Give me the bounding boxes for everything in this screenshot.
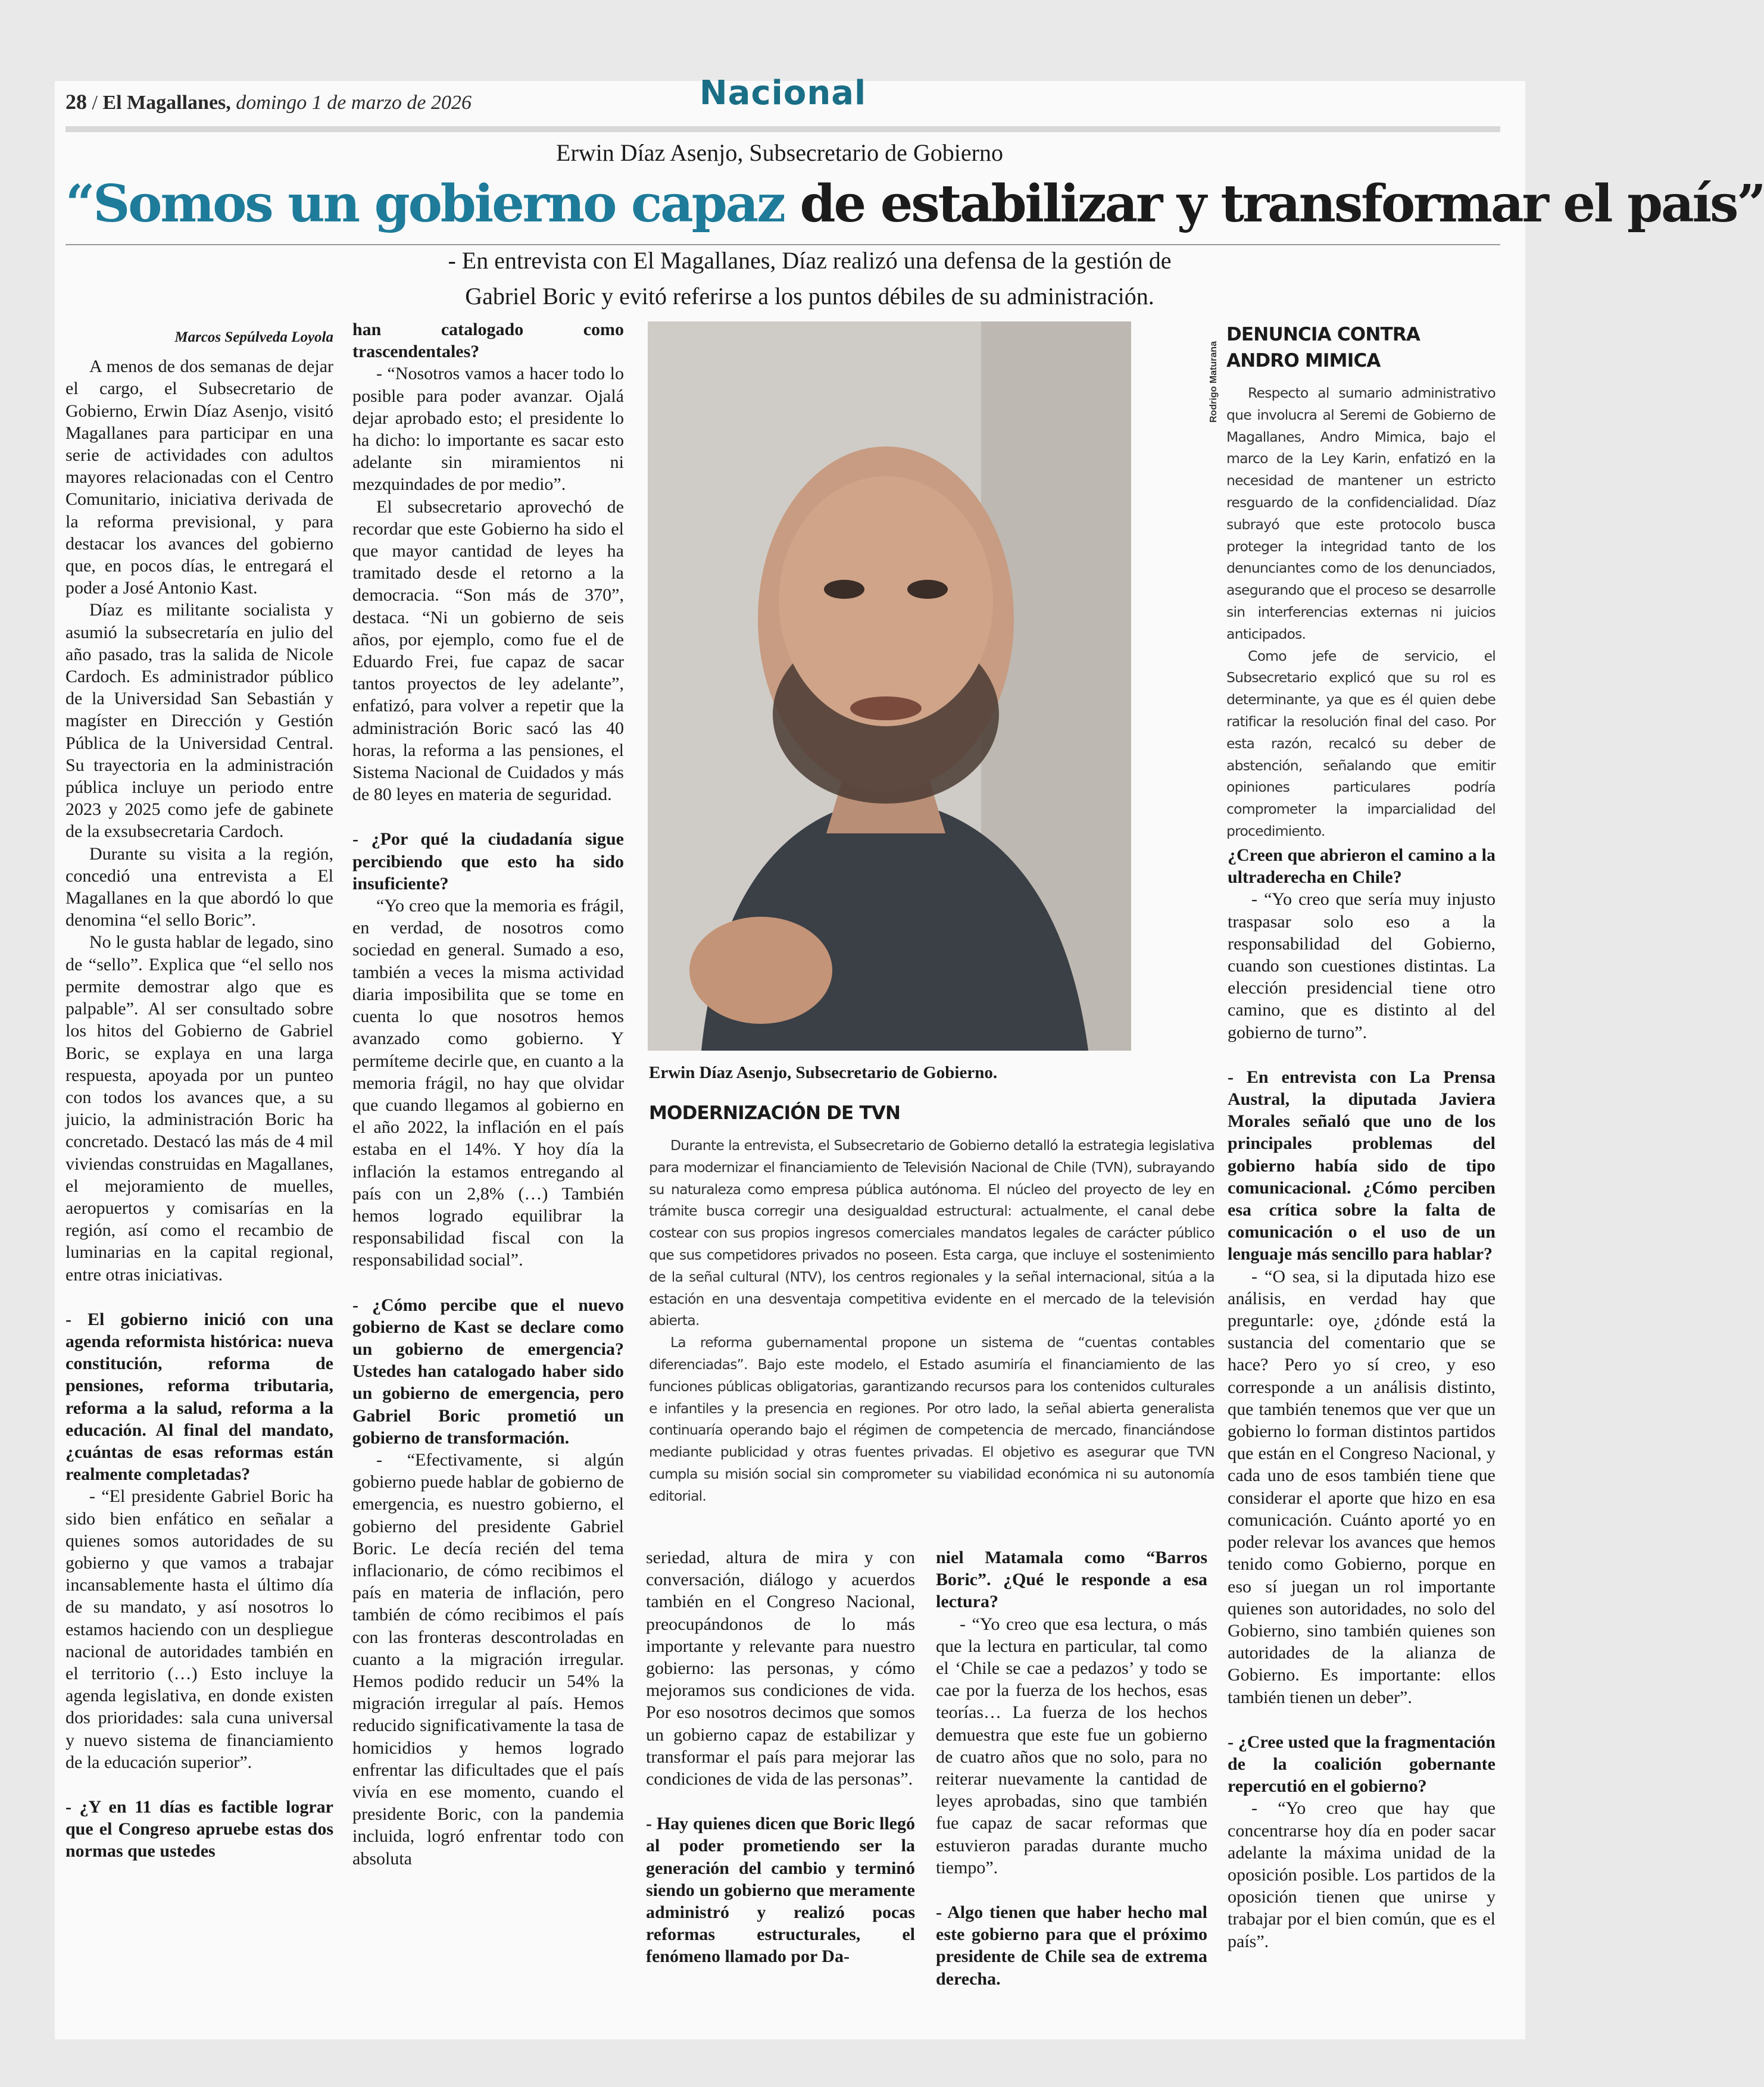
mimica-sidebar — [1226, 321, 1496, 842]
article-column-3 — [646, 1546, 915, 1968]
photo-caption: Erwin Díaz Asenjo, Subsecretario de Gobierno. — [649, 1063, 998, 1082]
interview-question: - ¿Cree usted que la fragmentación de la coalición gobernante repercutió en el gobierno? — [1228, 1732, 1496, 1797]
interview-answer: “Yo creo que la memoria es frágil, en verdad, de nosotros como sociedad en general. Sumado a eso, también a veces la misma actividad diaria imposibilita que se tome en cuenta lo que nosotros hemos avanzado como gobierno. Y permíteme decirle que, en cuanto a la memoria frágil, no hay que olvidar que cuando llegamos al gobierno en el año 2022, la inflación en el país estaba en el 14%. Y hoy día la inflación la estamos entregando al país con un 2,8% (…) También hemos logrado equilibrar la responsabilidad fiscal con la responsabilidad social”. — [352, 896, 624, 1270]
paragraph: No le gusta hablar de legado, sino de “sello”. Explica que “el sello nos permite demostrar algo que es palpable”. Al ser consultado sobre los hitos del Gobierno de Gabriel Boric, se explaya en una larga respuesta, apoyada por un punteo con todos los avances que, a su juicio, la administración Boric ha concretado. Destacó las más de 4 mil viviendas construidas en Magallanes, el mejoramiento de muelles, aeropuertos y comisarías en la región, así como el recambio de luminarias en la capital regional, entre otras iniciativas. — [65, 932, 333, 1285]
interview-answer: - “Nosotros vamos a hacer todo lo posible para poder avanzar. Ojalá dejar aprobado esto; el presidente lo ha dicho: lo importante es sacar esto adelante sin miramientos ni mezquindades de por medio”. — [352, 364, 624, 495]
publication-name: El Magallanes, — [102, 92, 231, 114]
paragraph: Durante su visita a la región, concedió una entrevista a El Magallanes en la que abordó lo que denomina “el sello Boric”. — [65, 843, 333, 930]
mimica-title-line: DENUNCIA CONTRA — [1226, 324, 1420, 345]
interview-question: niel Matamala como “Barros Boric”. ¿Qué le responde a esa lectura? — [936, 1548, 1207, 1612]
paragraph: Díaz es militante socialista y asumió la subsecretaría en julio del año pasado, tras la salida de Nicole Cardoch. Es administrador público de la Universidad San Sebastián y magíster en Dirección y Gestión Pública de la Universidad Central. Su trayectoria en la administración pública incluye un periodo entre 2023 y 2025 como jefe de gabinete de la exsubsecretaria Cardoch. — [65, 600, 333, 842]
interview-answer: - “Yo creo que sería muy injusto traspasar solo eso a la responsabilidad del Gobierno, cuando son cuestiones distintas. La elección presidencial tiene otro camino, que es distinto al del gobierno de turno”. — [1228, 889, 1496, 1042]
photo-credit-text: Rodrigo Maturana — [1209, 341, 1219, 423]
interview-question: ¿Creen que abrieron el camino a la ultraderecha en Chile? — [1228, 845, 1496, 888]
interview-question: - En entrevista con La Prensa Austral, la diputada Javiera Morales señaló que uno de los principales problemas del gobierno había sido de tipo comunicacional. ¿Cómo perciben esa crítica sobre la falta de comunicación o el uso de un lenguaje más sencillo para hablar? — [1228, 1067, 1496, 1264]
interview-question: - Hay quienes dicen que Boric llegó al poder prometiendo ser la generación del cambio y terminó siendo un gobierno que meramente administró y realizó pocas reformas estructurales, el fenómeno llamado por Da- — [646, 1814, 915, 1967]
article-column-5 — [1228, 844, 1496, 1952]
headline-rest: de estabilizar y transformar el país” — [800, 174, 1764, 234]
folio-separator: / — [92, 92, 98, 114]
header-rule — [65, 126, 1500, 132]
paragraph: El subsecretario aprovechó de recordar que este Gobierno ha sido el que mayor cantidad de leyes ha tramitado desde el retorno a la democracia. “Son más de 370”, destaca. “Ni un gobierno de seis años, por ejemplo, como fue el de Eduardo Frei, fue capaz de sacar tantos proyectos de ley adelante”, enfatizó, para volver a repetir que la administración Boric sacó las 40 horas, la reforma a las pensiones, el Sistema Nacional de Cuidados y más de 80 leyes en materia de seguridad. — [352, 496, 624, 805]
portrait-photo — [648, 321, 1131, 1051]
paragraph: Como jefe de servicio, el Subsecretario explicó que su rol es determinante, ya que es él quien debe ratificar la resolución final del caso. Por esta razón, recalcó su deber de abstención, señalando que emitir opiniones particulares podría comprometer la imparcialidad del procedimiento. — [1226, 647, 1496, 839]
page-folio — [65, 89, 472, 114]
deck-line: - En entrevista con El Magallanes, Díaz realizó una defensa de la gestión de — [448, 247, 1172, 274]
byline: Marcos Sepúlveda Loyola — [174, 329, 333, 345]
paragraph: A menos de dos semanas de dejar el cargo, el Subsecretario de Gobierno, Erwin Díaz Asenjo, visitó Magallanes para participar en una serie de actividades con adultos mayores relacionadas con el Centro Comunitario, iniciativa derivada de la reforma previsional, y para destacar los avances del gobierno que, en pocos días, le entregará el poder a José Antonio Kast. — [65, 357, 333, 598]
article-column-4 — [936, 1546, 1207, 1990]
article-deck — [393, 243, 1226, 314]
deck-line: Gabriel Boric y evitó referirse a los puntos débiles de su administración. — [465, 283, 1154, 310]
tvn-sidebar — [649, 1100, 1214, 1507]
interview-answer: - “O sea, si la diputada hizo ese análisis, en verdad hay que preguntarle: oye, ¿dónde está la sustancia del comentario que se hace? Pero yo sí creo, y eso corresponde a un análisis distinto, que también tenemos que ver que un gobierno lo forman distintos partidos que están en el Congreso Nacional, y cada uno de esos también tiene que considerar el aporte que hizo en esa comunicación. Cuánto aporté yo en poder relevar los avances que hemos tenido como Gobierno, porque en eso sí juegan un rol importante quienes son autoridades, no solo del Gobierno, sino también quienes son autoridades de la alianza de Gobierno. Es importante: ellos también tienen un deber”. — [1228, 1266, 1496, 1707]
headline-highlight: “Somos un gobierno capaz — [65, 174, 784, 234]
page-number: 28 — [65, 90, 87, 114]
article-headline — [65, 174, 1764, 234]
interview-question: han catalogado como trascendentales? — [352, 320, 624, 362]
portrait-illustration — [648, 321, 1131, 1051]
interview-question: - ¿Cómo percibe que el nuevo gobierno de Kast se declare como un gobierno de emergencia? Ustedes han catalogado haber sido un gobierno de emergencia, pero Gabriel Boric prometió un gobierno de transformación. — [352, 1295, 624, 1448]
interview-question: - ¿Y en 11 días es factible lograr que el Congreso apruebe estas dos normas que ustedes — [65, 1797, 333, 1861]
mimica-title-line: ANDRO MIMICA — [1226, 350, 1381, 371]
paragraph: Respecto al sumario administrativo que involucra al Seremi de Gobierno de Magallanes, Andro Mimica, bajo el marco de la Ley Karin, enfatizó en la necesidad de mantener un estricto resguardo de la confidencialidad. Díaz subrayó que este protocolo busca proteger la integridad tanto de los denunciantes como de los denunciados, asegurando que el proceso se desarrolle sin interferencias externas ni juicios anticipados. — [1226, 385, 1496, 642]
paragraph: Durante la entrevista, el Subsecretario de Gobierno detalló la estrategia legislativa para modernizar el financiamiento de Televisión Nacional de Chile (TVN), subrayando su naturaleza como empresa pública autónoma. El núcleo del proyecto de ley en trámite busca corregir una desigualdad estructural: actualmente, el canal debe costear con sus propios ingresos comerciales mandatos legales de carácter público que sus competidores privados no poseen. Esta carga, que incluye el sostenimiento de la señal cultural (NTV), los centros regionales y la señal internacional, sitúa a la estación en una desventaja competitiva evidente en el mercado de la televisión abierta. — [649, 1137, 1214, 1329]
photo-credit — [1209, 321, 1226, 423]
mimica-sidebar-title — [1226, 321, 1496, 374]
interview-answer: - “El presidente Gabriel Boric ha sido bien enfático en señalar a quienes somos autoridades de su gobierno y que vamos a trabajar incansablemente hasta el último día de su mandato, y así nosotros lo estamos haciendo con un despliegue nacional de autoridades también en el territorio (…) Esto incluye la agenda legislativa, en donde existen dos prioridades: sala cuna universal y nuevo sistema de financiamiento de la educación superior”. — [65, 1486, 333, 1772]
interview-answer: - “Yo creo que esa lectura, o más que la lectura en particular, tal como el ‘Chile se cae a pedazos’ y todo se cae por la fuerza de los hechos, esas teorías… La fuerza de los hechos demuestra que este fue un gobierno de cuatro años que no solo, para no reiterar nuevamente la cantidad de leyes aprobadas, sino que también fue capaz de sacar reformas que estuvieron paradas durante mucho tiempo”. — [936, 1614, 1207, 1877]
tvn-sidebar-title: MODERNIZACIÓN DE TVN — [649, 1102, 901, 1124]
interview-answer: - “Yo creo que hay que concentrarse hoy día en poder sacar adelante la máxima unidad de la oposición posible. Los partidos de la oposición tienen que unirse y trabajar por el bien común, que es el país”. — [1228, 1798, 1496, 1951]
article-column-2 — [352, 318, 624, 1870]
interview-answer: seriedad, altura de mira y con conversación, diálogo y acuerdos también en el Congreso Nacional, preocupándonos de lo más importante y relevante para nuestro gobierno: las personas, y cómo mejoramos sus condiciones de vida. Por eso nosotros decimos que somos un gobierno capaz de estabilizar y transformar el país para mejorar las condiciones de vida de las personas”. — [646, 1548, 915, 1789]
interview-answer: - “Efectivamente, si algún gobierno puede hablar de gobierno de emergencia, es nuestro gobierno, el gobierno del presidente Gabriel Boric. Le decía recién del tema inflacionario, de cómo recibimos el país en materia de inflación, pero también de cómo recibimos el país con las fronteras descontroladas en cuanto a la migración irregular. Hemos podido reducir un 54% la migración irregular al país. Hemos reducido significativamente la tasa de homicidios y hemos logrado enfrentar las dificultades que el país vivía en ese momento, cuando el presidente Boric, con la pandemia incluida, logró enfrentar todo con absoluta — [352, 1449, 624, 1869]
paragraph: La reforma gubernamental propone un sistema de “cuentas contables diferenciadas”. Bajo este modelo, el Estado asumiría el financiamiento de las funciones públicas obligatorias, garantizando recursos para los contenidos culturales e infantiles y la presencia en regiones. Por otro lado, la señal abierta generalista continuaría operando bajo el régimen de competencia de mercado, financiándose mediante publicidad y otras fuentes privadas. El objetivo es asegurar que TVN cumpla su misión social sin comprometer su viabilidad económica ni su autonomía editorial. — [649, 1334, 1214, 1504]
interview-question: - Algo tienen que haber hecho mal este gobierno para que el próximo presidente de Chile sea de extrema derecha. — [936, 1902, 1207, 1989]
section-title: Nacional — [699, 74, 867, 113]
article-kicker: Erwin Díaz Asenjo, Subsecretario de Gobierno — [556, 139, 1003, 166]
interview-question: - ¿Por qué la ciudadanía sigue percibiendo que esto ha sido insuficiente? — [352, 829, 624, 893]
interview-question: - El gobierno inició con una agenda reformista histórica: nueva constitución, reforma de pensiones, reforma tributaria, reforma a la salud, reforma a la educación. Al final del mandato, ¿cuántas de esas reformas están realmente completadas? — [65, 1309, 333, 1485]
publication-date: domingo 1 de marzo de 2026 — [236, 92, 472, 114]
article-column-1 — [65, 326, 333, 1863]
